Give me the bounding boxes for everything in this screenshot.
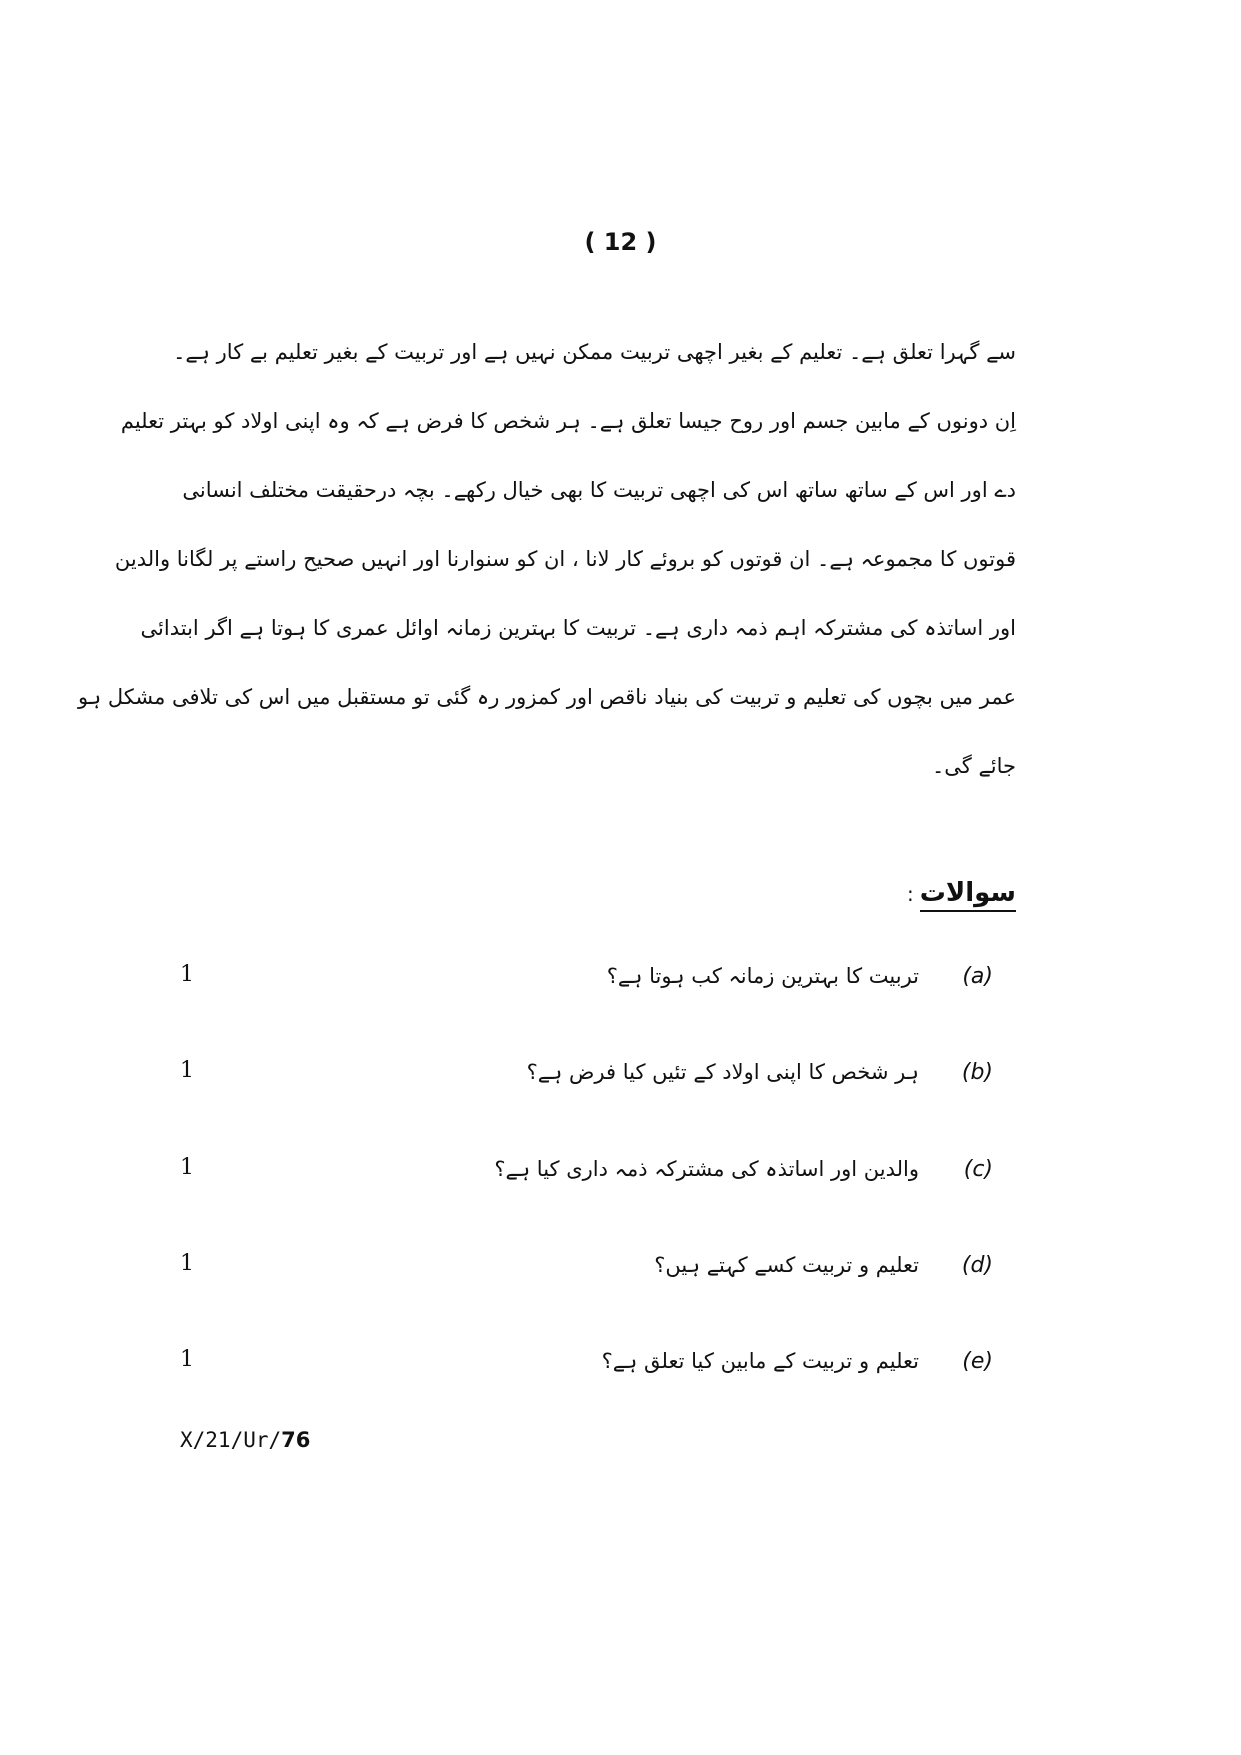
question-text: تربیت کا بہترین زمانہ کب ہوتا ہے؟ bbox=[606, 964, 919, 988]
questions-heading-text: سوالات bbox=[920, 878, 1016, 912]
question-label: (b) bbox=[961, 1060, 993, 1085]
question-row-c bbox=[0, 1151, 1241, 1191]
paper-code-prefix: X/21/Ur/ bbox=[180, 1428, 282, 1452]
question-row-e bbox=[0, 1343, 1241, 1383]
passage-line-6: عمر میں بچوں کی تعلیم و تربیت کی بنیاد ناقص اور کمزور رہ گئی تو مستقبل میں اس کی تلافی مشکل ہو bbox=[78, 685, 1016, 709]
question-marks: 1 bbox=[180, 962, 194, 987]
question-label: (e) bbox=[962, 1349, 993, 1374]
page-number: ( 12 ) bbox=[584, 228, 657, 256]
questions-heading bbox=[907, 878, 1016, 908]
question-label: (d) bbox=[961, 1253, 993, 1278]
question-text: والدین اور اساتذہ کی مشترکہ ذمہ داری کیا ہے؟ bbox=[494, 1157, 919, 1181]
passage-line-7: جائے گی۔ bbox=[931, 754, 1016, 778]
question-row-a bbox=[0, 958, 1241, 998]
question-row-d bbox=[0, 1247, 1241, 1287]
question-marks: 1 bbox=[180, 1251, 194, 1276]
question-marks: 1 bbox=[180, 1347, 194, 1372]
question-marks: 1 bbox=[180, 1058, 194, 1083]
question-text: تعلیم و تربیت کسے کہتے ہیں؟ bbox=[654, 1253, 919, 1277]
passage-line-1: سے گہرا تعلق ہے۔ تعلیم کے بغیر اچھی تربیت ممکن نہیں ہے اور تربیت کے بغیر تعلیم بے کار ہے۔ bbox=[173, 340, 1016, 364]
passage-line-2: اِن دونوں کے مابین جسم اور روح جیسا تعلق ہے۔ ہر شخص کا فرض ہے کہ وہ اپنی اولاد کو بہتر تعلیم bbox=[120, 409, 1016, 433]
questions-heading-colon: : bbox=[906, 882, 914, 906]
question-text: ہر شخص کا اپنی اولاد کے تئیں کیا فرض ہے؟ bbox=[526, 1060, 919, 1084]
question-label: (a) bbox=[962, 964, 993, 989]
question-text: تعلیم و تربیت کے مابین کیا تعلق ہے؟ bbox=[601, 1349, 919, 1373]
question-marks: 1 bbox=[180, 1155, 194, 1180]
passage-line-5: اور اساتذہ کی مشترکہ اہم ذمہ داری ہے۔ تربیت کا بہترین زمانہ اوائل عمری کا ہوتا ہے اگر ابتدائی bbox=[140, 616, 1016, 640]
question-row-b bbox=[0, 1054, 1241, 1094]
passage-line-3: دے اور اس کے ساتھ ساتھ اس کی اچھی تربیت کا بھی خیال رکھے۔ بچہ درحقیقت مختلف انسانی bbox=[182, 478, 1016, 502]
paper-code-number: 76 bbox=[281, 1428, 311, 1452]
paper-code bbox=[180, 1428, 310, 1452]
passage-line-4: قوتوں کا مجموعہ ہے۔ ان قوتوں کو بروئے کار لانا ، ان کو سنوارنا اور انہیں صحیح راستے پر لگانا والدین bbox=[114, 547, 1016, 571]
question-label: (c) bbox=[963, 1157, 993, 1182]
